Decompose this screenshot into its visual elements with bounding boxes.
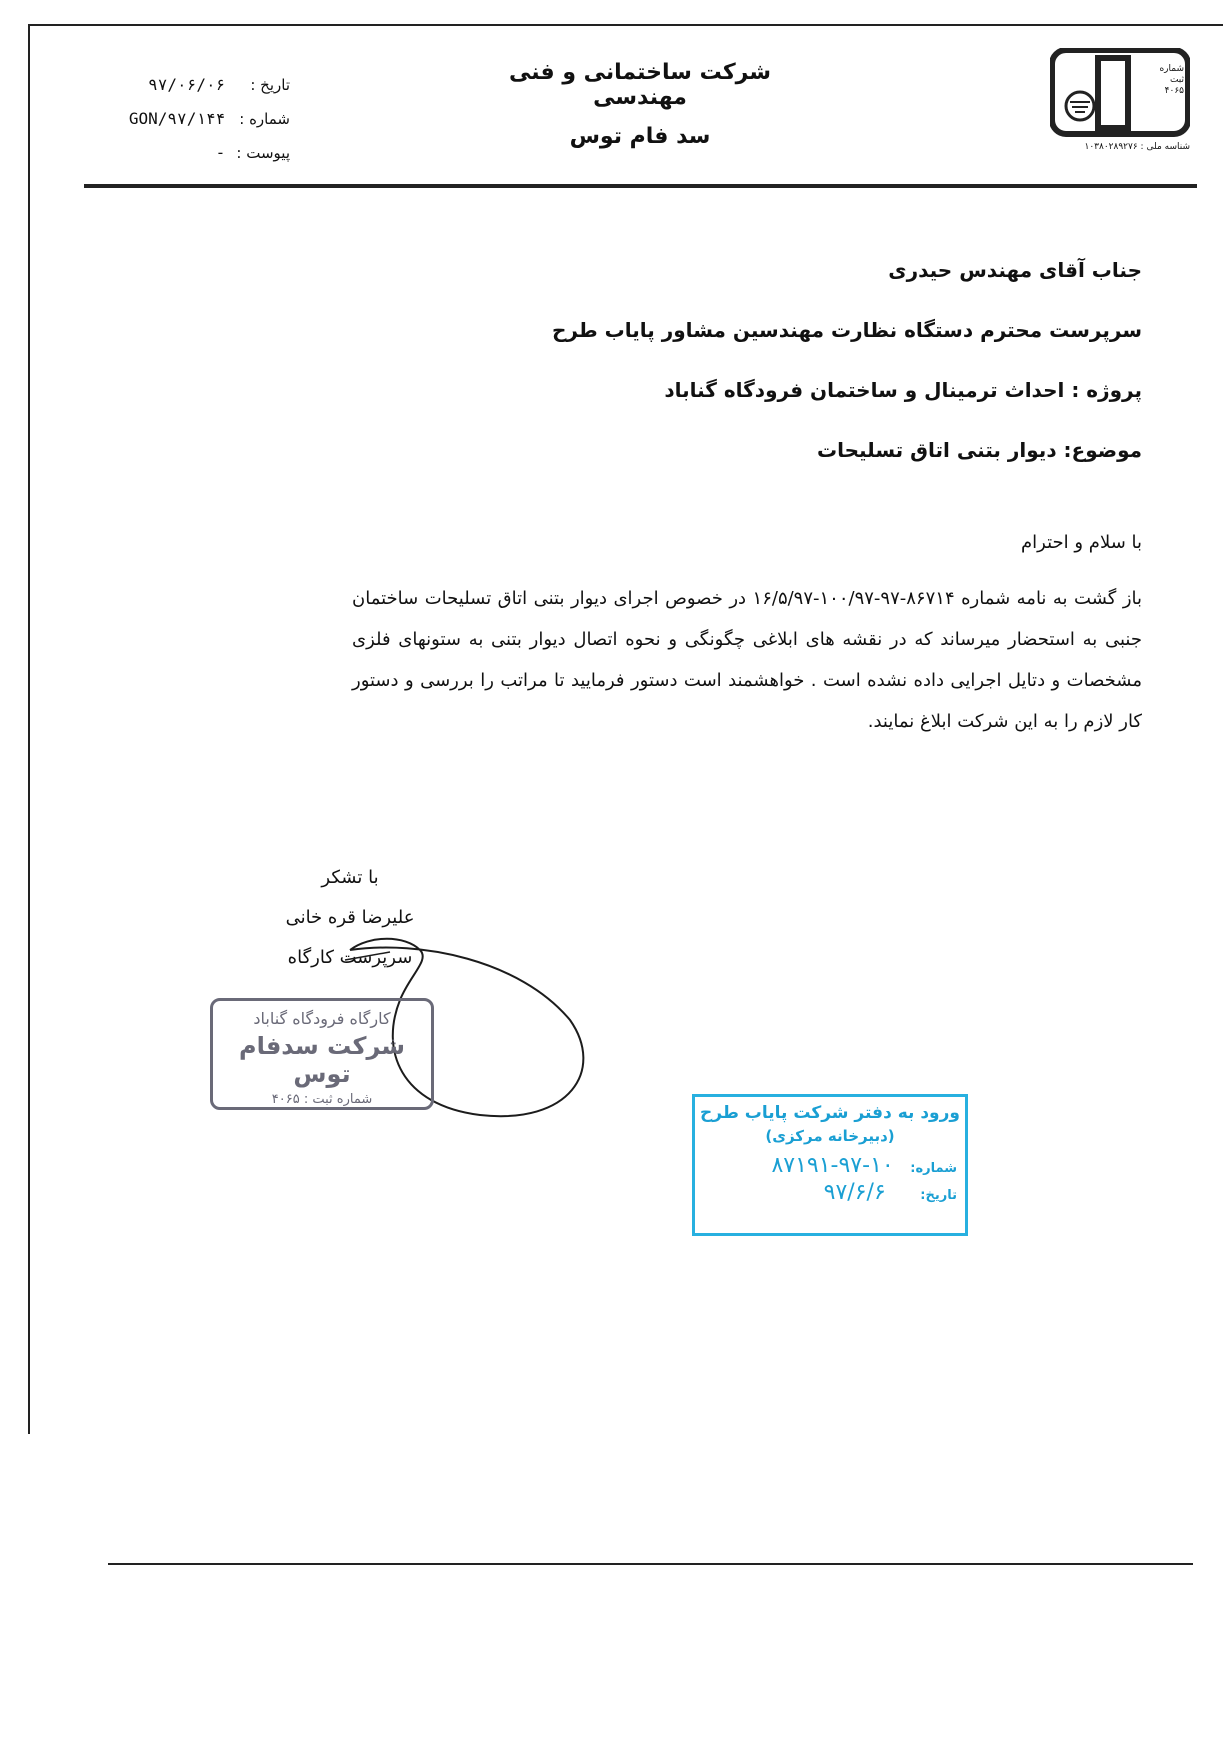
- attachment-value: -: [215, 143, 226, 162]
- company-logo: شماره ثبت ۴۰۶۵ شناسه ملی : ۱۰۳۸۰۲۸۹۲۷۶: [1050, 48, 1190, 156]
- greeting: با سلام و احترام: [1021, 532, 1142, 553]
- company-stamp-line2: شرکت سدفام توس: [238, 1032, 406, 1088]
- registration-stamp-subtitle: (دبیرخانه مرکزی): [765, 1127, 895, 1145]
- left-border: [28, 24, 30, 1434]
- addressee-name: جناب آقای مهندس حیدری: [888, 258, 1142, 282]
- registration-date-value: ۹۷/۶/۶: [823, 1180, 886, 1205]
- registration-date-label: تاریخ:: [920, 1188, 957, 1203]
- company-name-line1: شرکت ساختمانی و فنی مهندسی: [509, 60, 771, 110]
- logo-registration-number: ۴۰۶۵: [1164, 86, 1184, 96]
- company-stamp-line3: شماره ثبت : ۴۰۶۵: [271, 1092, 373, 1107]
- registration-number-label: شماره:: [910, 1161, 957, 1176]
- attachment-row: [90, 136, 290, 170]
- national-id-value: ۱۰۳۸۰۲۸۹۲۷۶: [1084, 142, 1138, 152]
- footer-rule: [108, 1563, 1193, 1565]
- company-stamp: [210, 998, 434, 1110]
- number-label: شماره :: [239, 110, 290, 128]
- top-border: [28, 24, 1223, 26]
- project-line: پروژه : احداث ترمینال و ساختمان فرودگاه گناباد: [664, 378, 1142, 402]
- date-label: تاریخ :: [250, 76, 290, 94]
- signer-name: علیرضا قره خانی: [285, 907, 415, 928]
- company-stamp-line1: کارگاه فرودگاه گناباد: [253, 1009, 391, 1028]
- registration-number-value: ۱۰-۹۷-۸۷۱۹۱: [771, 1153, 894, 1178]
- date-value: ۹۷/۰۶/۰۶: [148, 75, 226, 94]
- logo-registration-label: شماره ثبت: [1159, 64, 1184, 85]
- letter-body: باز گشت به نامه شماره ۸۶۷۱۴-۹۷-۱۰۰/۹۷-۱۶/۵/۹۷ در خصوص اجرای دیوار بتنی اتاق تسلیحات ساختمان جنبی به استحضار میرساند که در نقشه های ابلاغی چگونگی و نحوه اتصال دیوار بتنی به ستونهای فلزی مشخصات و دتایل اجرایی داده نشده است . خواهشمند است دستور فرمایید تا مراتب را بررسی و دستور کار لازم را به این شرکت ابلاغ نمایند.: [352, 588, 1143, 732]
- subject-line: موضوع: دیوار بتنی اتاق تسلیحات: [816, 438, 1142, 462]
- header-rule: [84, 184, 1197, 188]
- closing: با تشکر: [321, 867, 379, 888]
- company-name-line2: سد فام توس: [569, 124, 711, 149]
- addressee-title: سرپرست محترم دستگاه نظارت مهندسین مشاور پایاب طرح: [551, 318, 1142, 342]
- attachment-label: پیوست :: [236, 144, 290, 162]
- number-value: GON/۹۷/۱۴۴: [128, 109, 226, 128]
- signer-title: سرپرست کارگاه: [287, 947, 413, 968]
- registration-stamp-title: ورود به دفتر شرکت پایاب طرح: [700, 1103, 960, 1123]
- number-row: [90, 102, 290, 136]
- letter-meta: [90, 68, 290, 170]
- national-id-label: شناسه ملی: [1146, 142, 1190, 152]
- registration-stamp: [692, 1094, 968, 1236]
- date-row: [90, 68, 290, 102]
